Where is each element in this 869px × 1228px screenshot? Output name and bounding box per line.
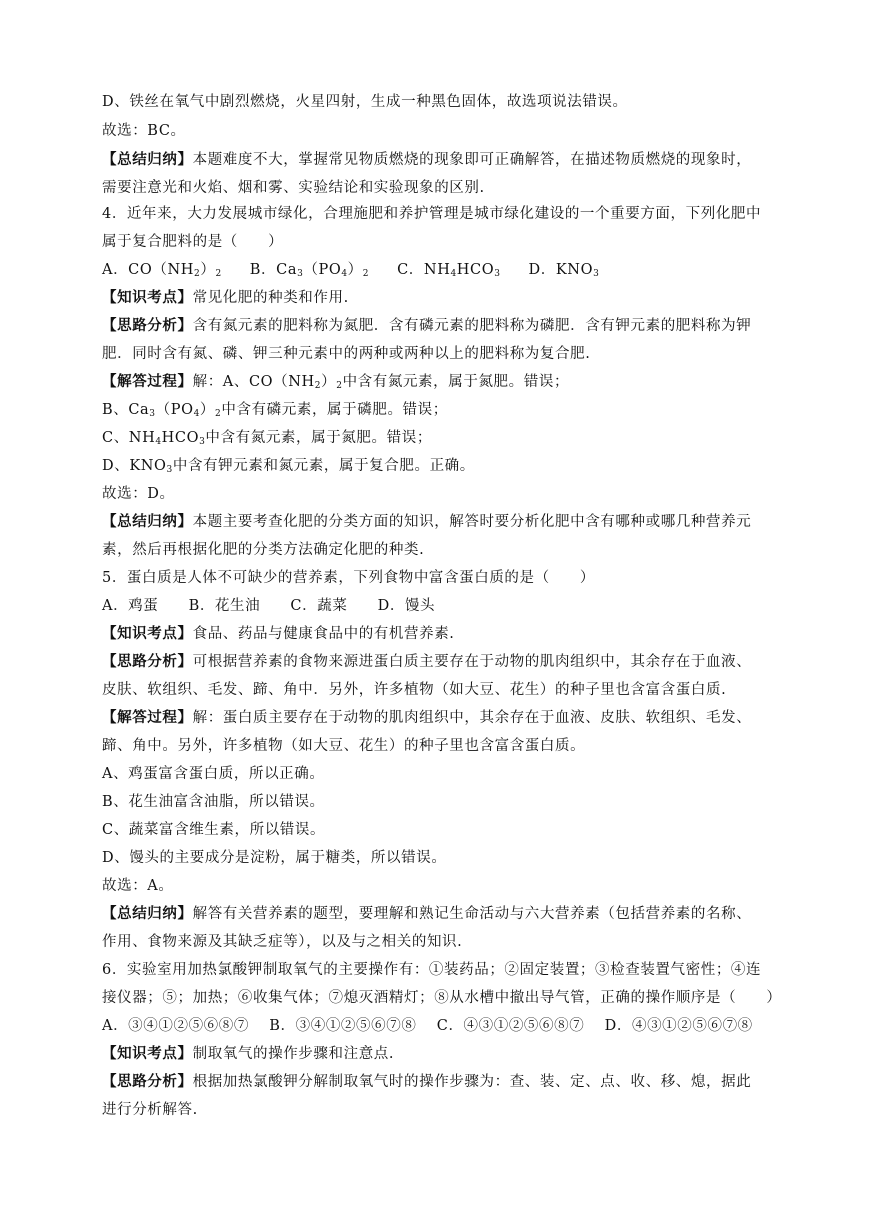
text-line: A、鸡蛋富含蛋白质，所以正确。 [102,766,325,782]
section-tag-knowledge: 【知识考点】 [102,1045,193,1062]
text-line [102,316,751,336]
text-span: 食品、药品与健康食品中的有机营养素. [192,626,455,642]
text-span: 制取氧气的操作步骤和注意点. [192,1046,395,1062]
solution-line: B、$Ca_3(PO_4)_2$中含有磷元素，属于磷肥。错误； [102,402,448,419]
text-line [102,150,751,170]
text-line [102,708,751,728]
question-4-line: 属于复合肥料的是（ ） [102,234,284,250]
text-line: 故选：D。 [102,486,175,502]
section-tag-knowledge: 【知识考点】 [102,289,193,306]
text-line [102,288,349,308]
section-tag-summary: 【总结归纳】 [102,151,193,168]
question-4-options [102,260,599,280]
section-tag-summary: 【总结归纳】 [102,513,193,530]
text-line [102,624,455,644]
section-tag-summary: 【总结归纳】 [102,905,193,922]
question-5-options: A．鸡蛋 B．花生油 C．蔬菜 D．馒头 [102,598,436,614]
section-tag-analysis: 【思路分析】 [102,1073,193,1090]
text-line: 进行分析解答. [102,1102,198,1118]
question-6-line: 6．实验室用加热氯酸钾制取氧气的主要操作有：①装药品；②固定装置；③检查装置气密性；④连 [102,962,762,978]
text-line: D、铁丝在氧气中剧烈燃烧，火星四射，生成一种黑色固体，故选项说法错误。 [102,94,628,110]
text-span: 本题难度不大，掌握常见物质燃烧的现象即可正确解答，在描述物质燃烧的现象时， [192,152,752,168]
text-span: 常见化肥的种类和作用. [192,290,349,306]
option-a: A．$CO(NH_2)_2$ [102,262,222,279]
question-5-line: 5．蛋白质是人体不可缺少的营养素，下列食物中富含蛋白质的是（ ） [102,570,596,586]
text-line: 作用、食物来源及其缺乏症等），以及与之相关的知识. [102,934,463,950]
text-span: 解：蛋白质主要存在于动物的肌肉组织中，其余存在于血液、皮肤、软组织、毛发、 [192,710,752,726]
text-line [102,512,751,532]
text-line: 皮肤、软组织、毛发、蹄、角中．另外，许多植物（如大豆、花生）的种子里也含富含蛋白质. [102,682,727,698]
section-tag-knowledge: 【知识考点】 [102,625,193,642]
solution-line: C、$NH_4HCO_3$中含有氮元素，属于氮肥。错误； [102,430,432,447]
section-tag-solution: 【解答过程】 [102,709,193,726]
text-line [102,652,751,672]
text-span: 根据加热氯酸钾分解制取氧气时的操作步骤为：查、装、定、点、收、移、熄，据此 [192,1074,752,1090]
text-line: 需要注意光和火焰、烟和雾、实验结论和实验现象的区别. [102,180,485,196]
text-span: 可根据营养素的食物来源进蛋白质主要存在于动物的肌肉组织中，其余存在于血液、 [192,654,752,670]
text-line: D、馒头的主要成分是淀粉，属于糖类，所以错误。 [102,850,447,866]
option-d: D．$KNO_3$ [528,262,600,279]
solution-line: D、$KNO_3$中含有钾元素和氮元素，属于复合肥。正确。 [102,458,475,475]
text-span: 含有氮元素的肥料称为氮肥．含有磷元素的肥料称为磷肥．含有钾元素的肥料称为钾 [192,318,752,334]
section-tag-analysis: 【思路分析】 [102,653,193,670]
section-tag-solution: 【解答过程】 [102,373,193,390]
question-6-options: A．③④①②⑤⑥⑧⑦ B．③④①②⑤⑥⑦⑧ C．④③①②⑤⑥⑧⑦ D．④③①②⑤⑥⑦⑧ [102,1018,753,1034]
text-line [102,1072,751,1092]
text-line: 素，然后再根据化肥的分类方法确定化肥的种类. [102,542,425,558]
text-line [102,904,751,924]
text-line: 肥．同时含有氮、磷、钾三种元素中的两种或两种以上的肥料称为复合肥. [102,346,591,362]
text-line: B、花生油富含油脂，所以错误。 [102,794,325,810]
text-line: 蹄、角中。另外，许多植物（如大豆、花生）的种子里也含富含蛋白质。 [102,738,586,754]
text-line [102,1044,394,1064]
text-line: 故选：BC。 [102,123,186,139]
text-line: C、蔬菜富含维生素，所以错误。 [102,822,326,838]
solution-line: 【解答过程】解：A、$CO(NH_2)_2$中含有氮元素，属于氮肥。错误； [102,373,570,391]
question-6-line: 接仪器；⑤；加热；⑥收集气体；⑦熄灭酒精灯；⑧从水槽中撤出导气管，正确的操作顺序是（ ） [102,990,782,1006]
text-span: 本题主要考查化肥的分类方面的知识，解答时要分析化肥中含有哪种或哪几种营养元 [192,514,752,530]
option-b: B．$Ca_3(PO_4)_2$ [249,262,370,279]
option-c: C．$NH_4HCO_3$ [397,262,501,279]
text-line: 故选：A。 [102,878,174,894]
question-4-line: 4．近年来，大力发展城市绿化，合理施肥和养护管理是城市绿化建设的一个重要方面，下列化肥中 [102,206,762,222]
section-tag-analysis: 【思路分析】 [102,317,193,334]
text-span: 解答有关营养素的题型，要理解和熟记生命活动与六大营养素（包括营养素的名称、 [192,906,752,922]
